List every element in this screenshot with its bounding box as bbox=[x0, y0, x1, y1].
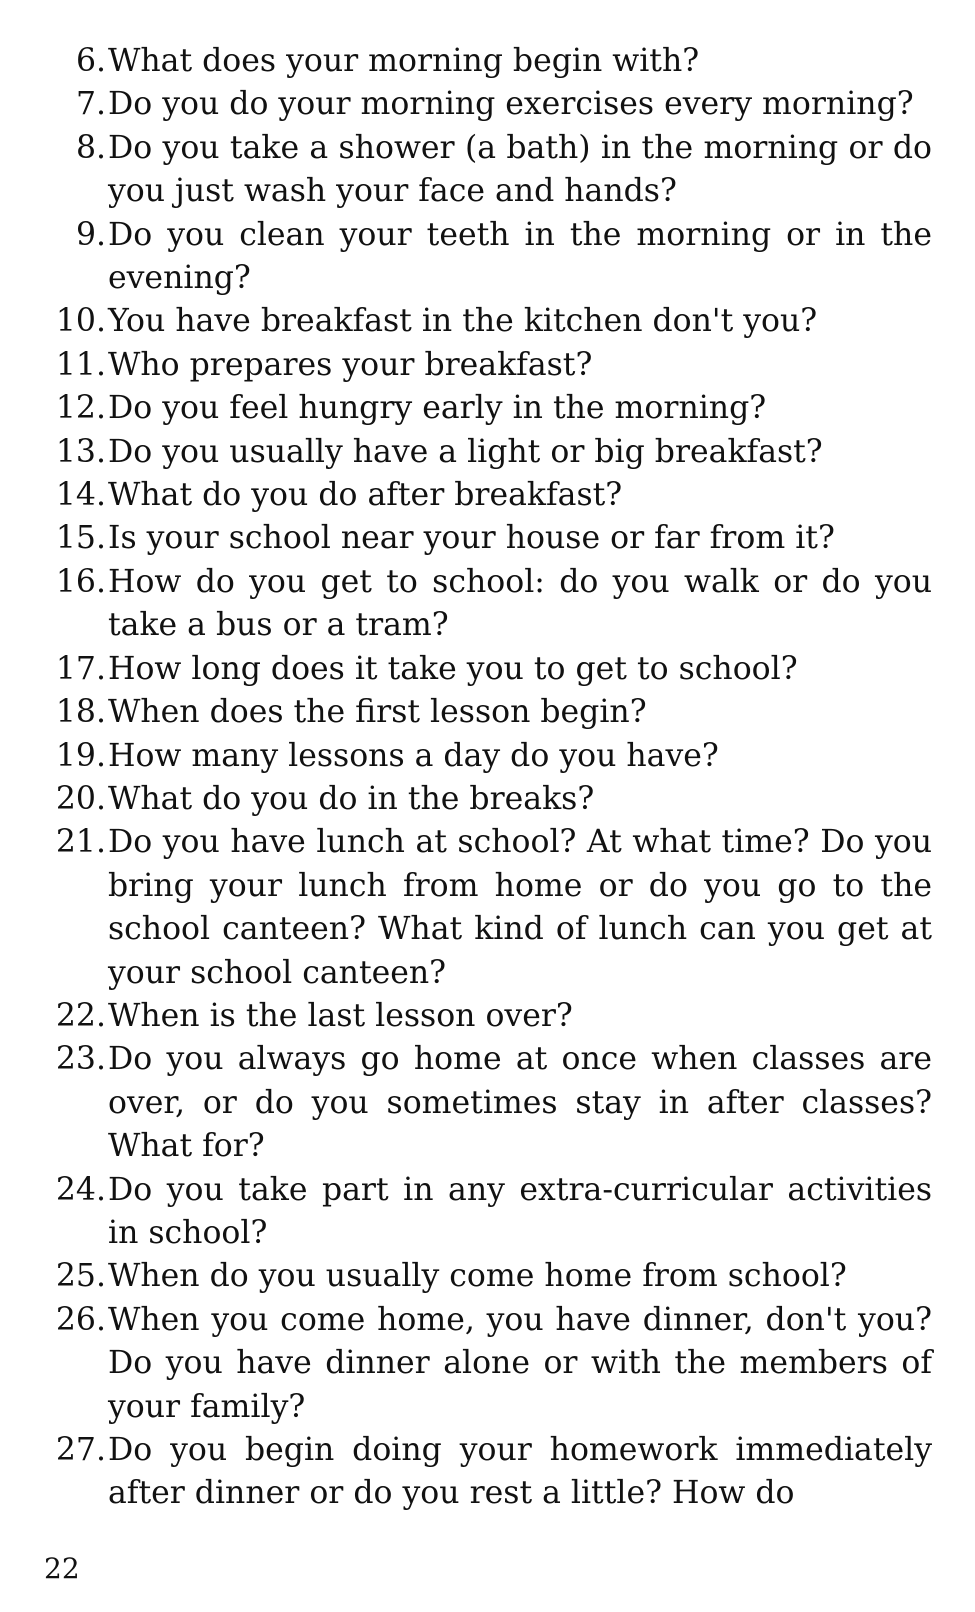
question-item-9 bbox=[44, 214, 932, 301]
page-number: 22 bbox=[44, 1552, 80, 1585]
question-text: Who prepares your breakfast? bbox=[108, 346, 593, 383]
question-number: 25. bbox=[55, 1258, 106, 1295]
question-text: Do you have lunch at school? At what time? Do you bring your lunch from home or do you go to the school canteen? What kind of lunch can you get at your school canteen? bbox=[108, 824, 932, 991]
question-number: 11. bbox=[55, 346, 106, 383]
question-item-16 bbox=[44, 561, 932, 648]
question-item-10 bbox=[44, 300, 932, 343]
question-text: When is the last lesson over? bbox=[108, 997, 573, 1034]
question-number: 15. bbox=[55, 520, 106, 557]
question-item-24 bbox=[44, 1169, 932, 1256]
question-text: How long does it take you to get to school? bbox=[108, 650, 798, 687]
question-text: You have breakfast in the kitchen don't you? bbox=[108, 303, 818, 340]
question-item-26 bbox=[44, 1299, 932, 1429]
question-item-17 bbox=[44, 648, 932, 691]
question-text: What do you do after breakfast? bbox=[108, 477, 623, 514]
question-item-7 bbox=[44, 83, 932, 126]
question-text: When does the first lesson begin? bbox=[108, 694, 647, 731]
question-text: When you come home, you have dinner, don't you? Do you have dinner alone or with the members of your family? bbox=[108, 1301, 932, 1425]
question-number: 24. bbox=[55, 1171, 106, 1208]
question-number: 10. bbox=[55, 303, 106, 340]
question-number: 19. bbox=[55, 737, 106, 774]
question-text: Do you usually have a light or big breakfast? bbox=[108, 433, 823, 470]
question-number: 22. bbox=[55, 997, 106, 1034]
question-number: 8. bbox=[75, 129, 106, 166]
question-text: Do you clean your teeth in the morning or in the evening? bbox=[108, 216, 932, 297]
question-text: What do you do in the breaks? bbox=[108, 780, 595, 817]
question-number: 12. bbox=[55, 390, 106, 427]
question-number: 26. bbox=[55, 1301, 106, 1338]
question-item-14 bbox=[44, 474, 932, 517]
question-item-8 bbox=[44, 127, 932, 214]
question-number: 9. bbox=[75, 216, 106, 253]
question-item-6 bbox=[44, 40, 932, 83]
question-text: Do you feel hungry early in the morning? bbox=[108, 390, 767, 427]
question-item-23 bbox=[44, 1038, 932, 1168]
question-text: Do you take a shower (a bath) in the morning or do you just wash your face and hands? bbox=[108, 129, 932, 210]
question-list bbox=[44, 40, 932, 1516]
question-number: 14. bbox=[55, 477, 106, 514]
question-item-12 bbox=[44, 387, 932, 430]
question-number: 18. bbox=[55, 694, 106, 731]
question-number: 6. bbox=[75, 43, 106, 79]
question-text: Do you do your morning exercises every morning? bbox=[108, 86, 914, 123]
question-text: Do you take part in any extra-curricular activities in school? bbox=[108, 1171, 932, 1251]
question-number: 20. bbox=[55, 780, 106, 817]
question-number: 21. bbox=[55, 824, 106, 861]
question-number: 23. bbox=[55, 1041, 106, 1078]
question-item-19 bbox=[44, 735, 932, 778]
question-number: 13. bbox=[55, 433, 106, 470]
question-text: How do you get to school: do you walk or do you take a bus or a tram? bbox=[108, 563, 932, 644]
question-item-22 bbox=[44, 995, 932, 1038]
question-text: Do you begin doing your homework immediately after dinner or do you rest a little? How do bbox=[108, 1432, 932, 1512]
question-text: When do you usually come home from school? bbox=[108, 1258, 847, 1295]
question-item-21 bbox=[44, 821, 932, 995]
question-item-27 bbox=[44, 1429, 932, 1516]
question-text: How many lessons a day do you have? bbox=[108, 737, 719, 774]
question-text: What does your morning begin with? bbox=[108, 43, 700, 79]
question-item-13 bbox=[44, 431, 932, 474]
question-number: 27. bbox=[55, 1432, 106, 1468]
question-number: 16. bbox=[55, 563, 106, 600]
question-item-25 bbox=[44, 1255, 932, 1298]
question-item-11 bbox=[44, 344, 932, 387]
question-text: Do you always go home at once when classes are over, or do you sometimes stay in after classes? What for? bbox=[108, 1041, 932, 1165]
question-number: 7. bbox=[75, 86, 106, 123]
question-item-20 bbox=[44, 778, 932, 821]
question-item-18 bbox=[44, 691, 932, 734]
question-text: Is your school near your house or far from it? bbox=[108, 520, 835, 557]
question-item-15 bbox=[44, 517, 932, 560]
question-number: 17. bbox=[55, 650, 106, 687]
